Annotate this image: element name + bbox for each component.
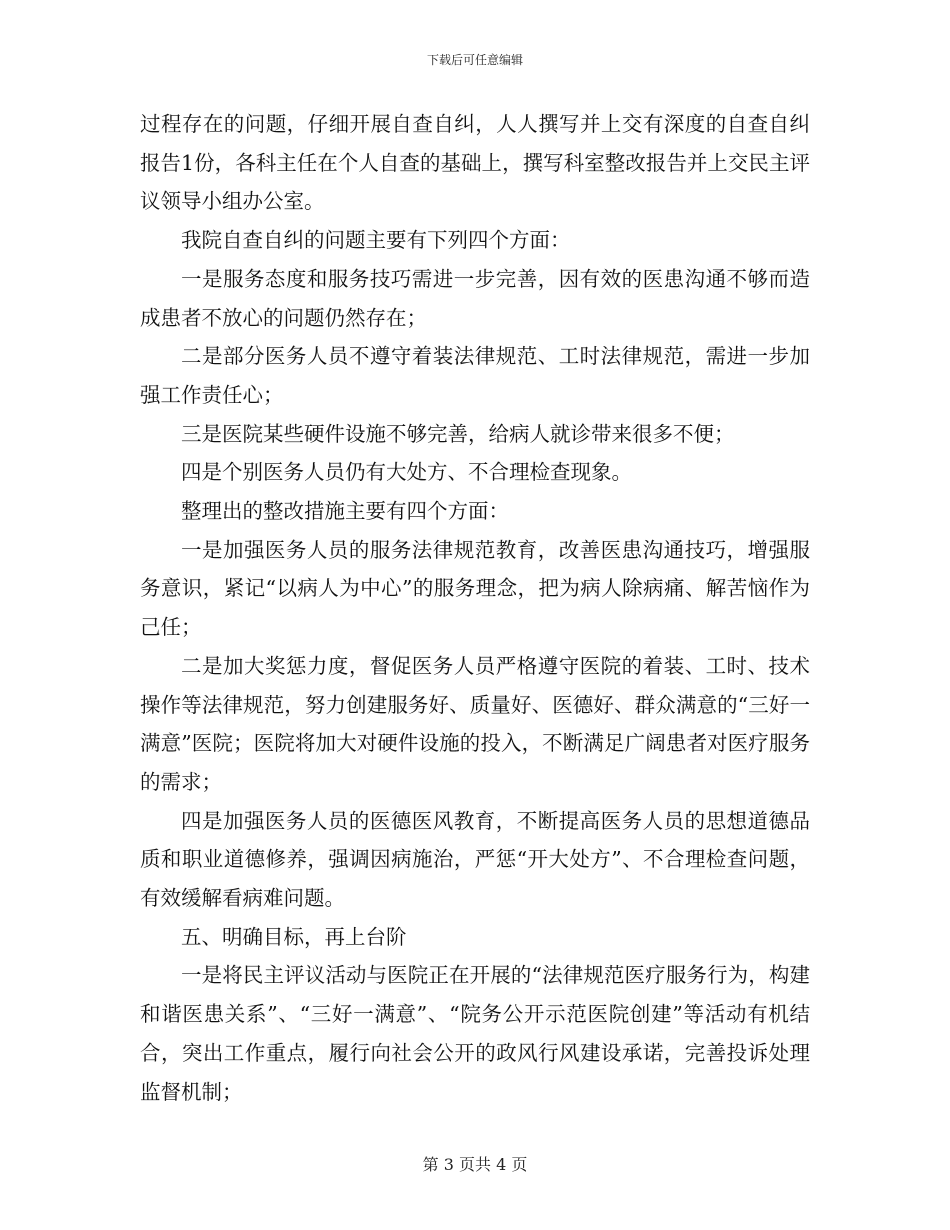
document-body — [140, 105, 810, 1111]
body-paragraph: 四是加强医务人员的医德医风教育，不断提高医务人员的思想道德品质和职业道德修养，强调因病施治，严惩“开大处方”、不合理检查问题，有效缓解看病难问题。 — [140, 808, 810, 911]
body-paragraph: 整理出的整改措施主要有四个方面： — [181, 499, 509, 524]
body-paragraph: 我院自查自纠的问题主要有下列四个方面： — [181, 228, 571, 253]
page-header-note: 下载后可任意编辑 — [426, 53, 523, 67]
body-paragraph: 一是加强医务人员的服务法律规范教育，改善医患沟通技巧，增强服务意识，紧记“以病人为中心”的服务理念，把为病人除病痛、解苦恼作为己任； — [140, 537, 810, 640]
body-paragraph: 三是医院某些硬件设施不够完善，给病人就诊带来很多不便； — [181, 421, 735, 446]
body-paragraph: 一是服务态度和服务技巧需进一步完善，因有效的医患沟通不够而造成患者不放心的问题仍然存在； — [140, 266, 810, 330]
body-paragraph: 二是加大奖惩力度，督促医务人员严格遵守医院的着装、工时、技术操作等法律规范，努力创建服务好、质量好、医德好、群众满意的“三好一满意”医院；医院将加大对硬件设施的投入，不断满足广阔患者对医疗服务的需求； — [140, 653, 810, 794]
body-paragraph: 四是个别医务人员仍有大处方、不合理检查现象。 — [181, 460, 632, 485]
body-paragraph: 一是将民主评议活动与医院正在开展的“法律规范医疗服务行为，构建和谐医患关系”、“三好一满意”、“院务公开示范医院创建”等活动有机结合，突出工作重点，履行向社会公开的政风行风建设承诺，完善投诉处理监督机制； — [140, 963, 810, 1104]
page-number: 第 3 页共 4 页 — [422, 1155, 528, 1174]
section-heading: 五、明确目标，再上台阶 — [181, 924, 407, 949]
body-paragraph: 二是部分医务人员不遵守着装法律规范、工时法律规范，需进一步加强工作责任心； — [140, 344, 810, 407]
body-paragraph: 过程存在的问题，仔细开展自查自纠，人人撰写并上交有深度的自查自纠报告1份，各科主任在个人自查的基础上，撰写科室整改报告并上交民主评议领导小组办公室。 — [140, 112, 810, 214]
